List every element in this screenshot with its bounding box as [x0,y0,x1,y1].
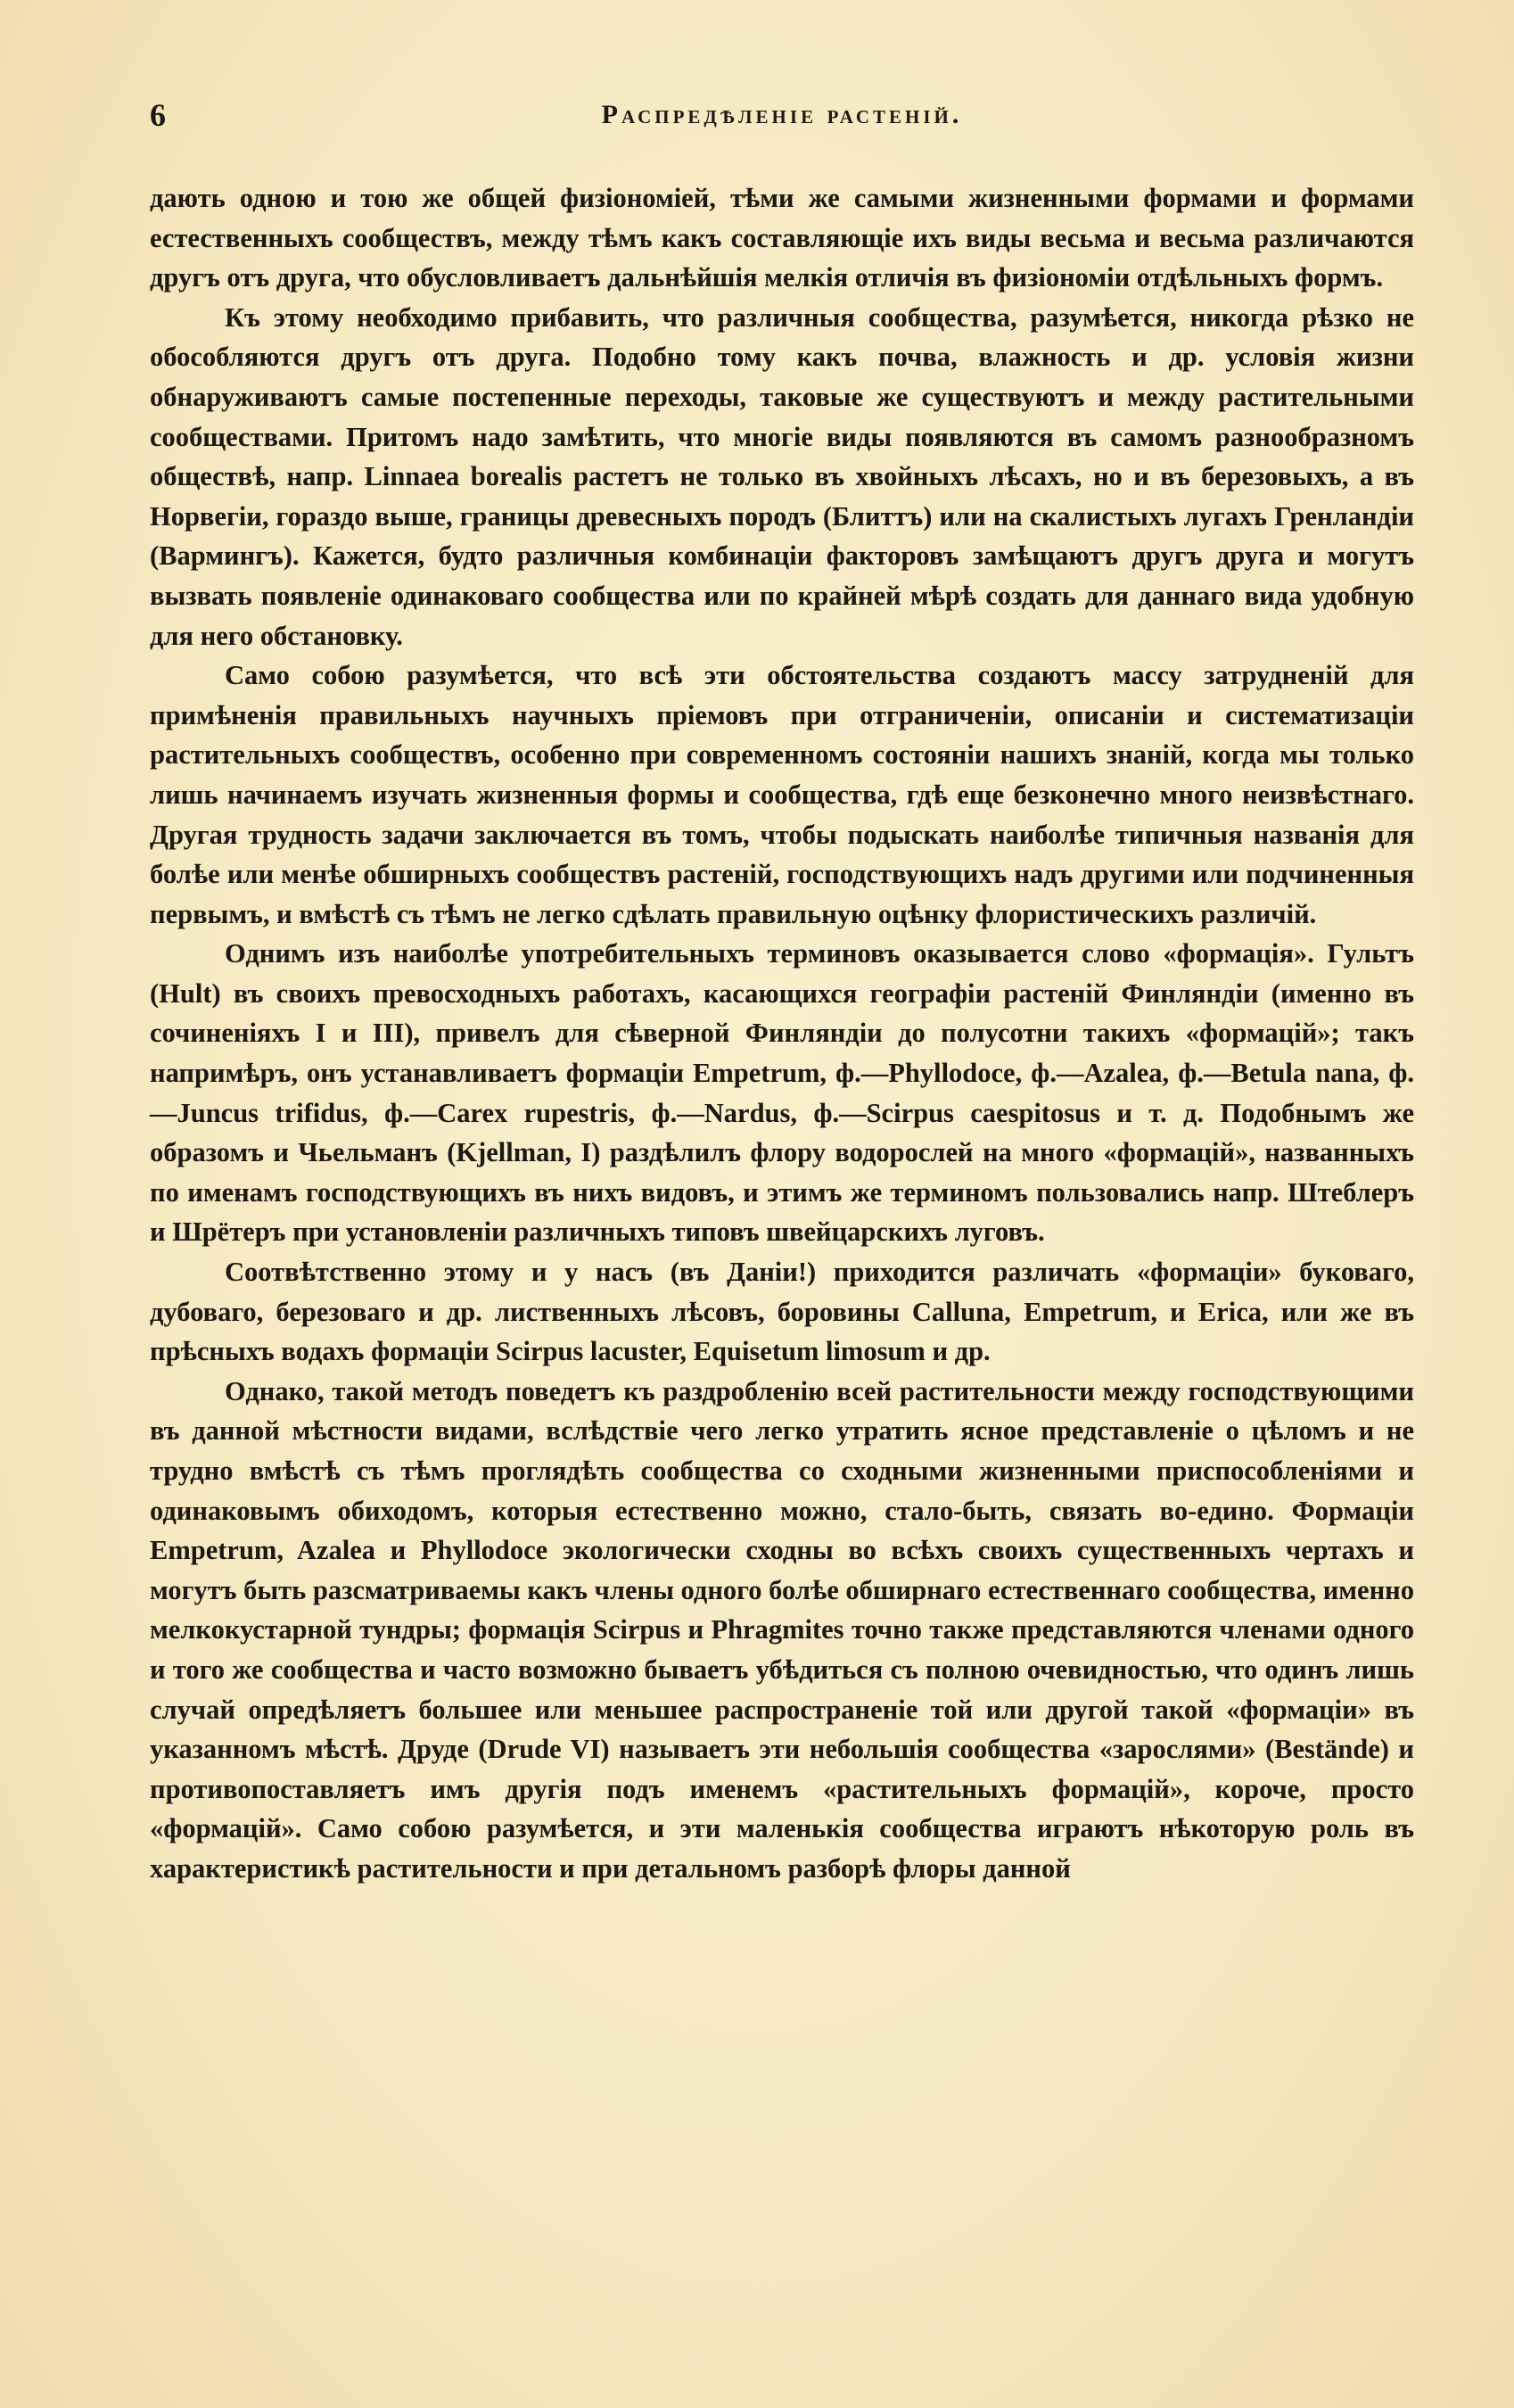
paragraph-1: дають одною и тою же общей физіономіей, тѣми же самыми жизненными формами и формами естественныхъ сообществъ, между тѣмъ какъ составляющіе ихъ виды весьма и весьма различаются другъ отъ друга, что обусловливаетъ дальнѣйшія мелкія отличія въ физіономіи отдѣльныхъ формъ. [150,183,1414,293]
paragraph-2: Къ этому необходимо прибавить, что различныя сообщества, разумѣется, никогда рѣзко не обособляются другъ отъ друга. Подобно тому какъ почва, влажность и др. условія жизни обнаруживаютъ самые постепенные переходы, таковые же существуютъ и между растительными сообществами. Притомъ надо замѣтить, что многіе виды появляются въ самомъ разнообразномъ обществѣ, напр. Linnaea borealis растетъ не только въ хвойныхъ лѣсахъ, но и въ березовыхъ, а въ Норвегіи, гораздо выше, границы древесныхъ породъ (Блиттъ) или на скалистыхъ лугахъ Гренландіи (Вармингъ). Кажется, будто различныя комбинаціи факторовъ замѣщаютъ другъ друга и могутъ вызвать появленіе одинаковаго сообщества или по крайней мѣрѣ создать для даннаго вида удобную для него обстановку. [150,301,1414,651]
paragraph-6: Однако, такой методъ поведетъ къ раздробленію всей растительности между господствующими въ данной мѣстности видами, вслѣдствіе чего легко утратить ясное представленіе о цѣломъ и не трудно вмѣстѣ съ тѣмъ проглядѣть сообщества со сходными жизненными приспособленіями и одинаковымъ обиходомъ, которыя естественно можно, стало-быть, связать во-едино. Формаціи Empetrum, Azalea и Phyllodoce экологически сходны во всѣхъ своихъ существенныхъ чертахъ и могутъ быть разсматриваемы какъ члены одного болѣе обширнаго естественнаго сообщества, именно мелкокустарной тундры; формація Scirpus и Phragmites точно также представляются членами одного и того же сообщества и часто возможно бываетъ убѣдиться съ полною очевидностью, что одинъ лишь случай опредѣляетъ большее или меньшее распространеніе той или другой такой «формаціи» въ указанномъ мѣстѣ. Друде (Drude VI) называетъ эти небольшія сообщества «зарослями» (Bestände) и противопоставляетъ имъ другія подъ именемъ «растительныхъ формацій», короче, просто «формацій». Само собою разумѣется, и эти маленькія сообщества играютъ нѣкоторую роль въ характеристикѣ растительности и при детальномъ разборѣ флоры данной [150,1375,1414,1884]
paragraph-3: Само собою разумѣется, что всѣ эти обстоятельства создаютъ массу затрудненій для примѣненія правильныхъ научныхъ пріемовъ при отграниченіи, описаніи и систематизаціи растительныхъ сообществъ, особенно при современномъ состояніи нашихъ знаній, когда мы только лишь начинаемъ изучать жизненныя формы и сообщества, гдѣ еще безконечно много неизвѣстнаго. Другая трудность задачи заключается въ томъ, чтобы подыскать наиболѣе типичныя названія для болѣе или менѣе обширныхъ сообществъ растеній, господствующихъ надъ другими или подчиненныя первымъ, и вмѣстѣ съ тѣмъ не легко сдѣлать правильную оцѣнку флористическихъ различій. [150,660,1414,929]
page-number: 6 [150,97,166,133]
paragraph-5: Соотвѣтственно этому и у насъ (въ Даніи!) приходится различать «формаціи» буковаго, дубоваго, березоваго и др. лиственныхъ лѣсовъ, боровины Calluna, Empetrum, и Erica, или же въ прѣсныхъ водахъ формаціи Scirpus lacuster, Equisetum limosum и др. [150,1257,1414,1367]
paragraph-4: Однимъ изъ наиболѣе употребительныхъ терминовъ оказывается слово «формація». Гультъ (Hult) въ своихъ превосходныхъ работахъ, касающихся географіи растеній Финляндіи (именно въ сочиненіяхъ I и III), привелъ для сѣверной Финляндіи до полусотни такихъ «формацій»; такъ напримѣръ, онъ устанавливаетъ формаціи Empetrum, ф.—Phyllodoce, ф.—Azalea, ф.—Betula nana, ф.—Juncus trifidus, ф.—Carex rupestris, ф.—Nardus, ф.—Scirpus caespitosus и т. д. Подобнымъ же образомъ и Чьельманъ (Kjellman, I) раздѣлилъ флору водорослей на много «формацій», названныхъ по именамъ господствующихъ въ нихъ видовъ, и этимъ же терминомъ пользовались напр. Штеблеръ и Шрётеръ при установленіи различныхъ типовъ швейцарскихъ луговъ. [150,938,1414,1248]
running-head [150,96,1414,136]
running-title: Распредѣленіе растеній. [601,100,963,129]
page-body [150,96,1414,1889]
